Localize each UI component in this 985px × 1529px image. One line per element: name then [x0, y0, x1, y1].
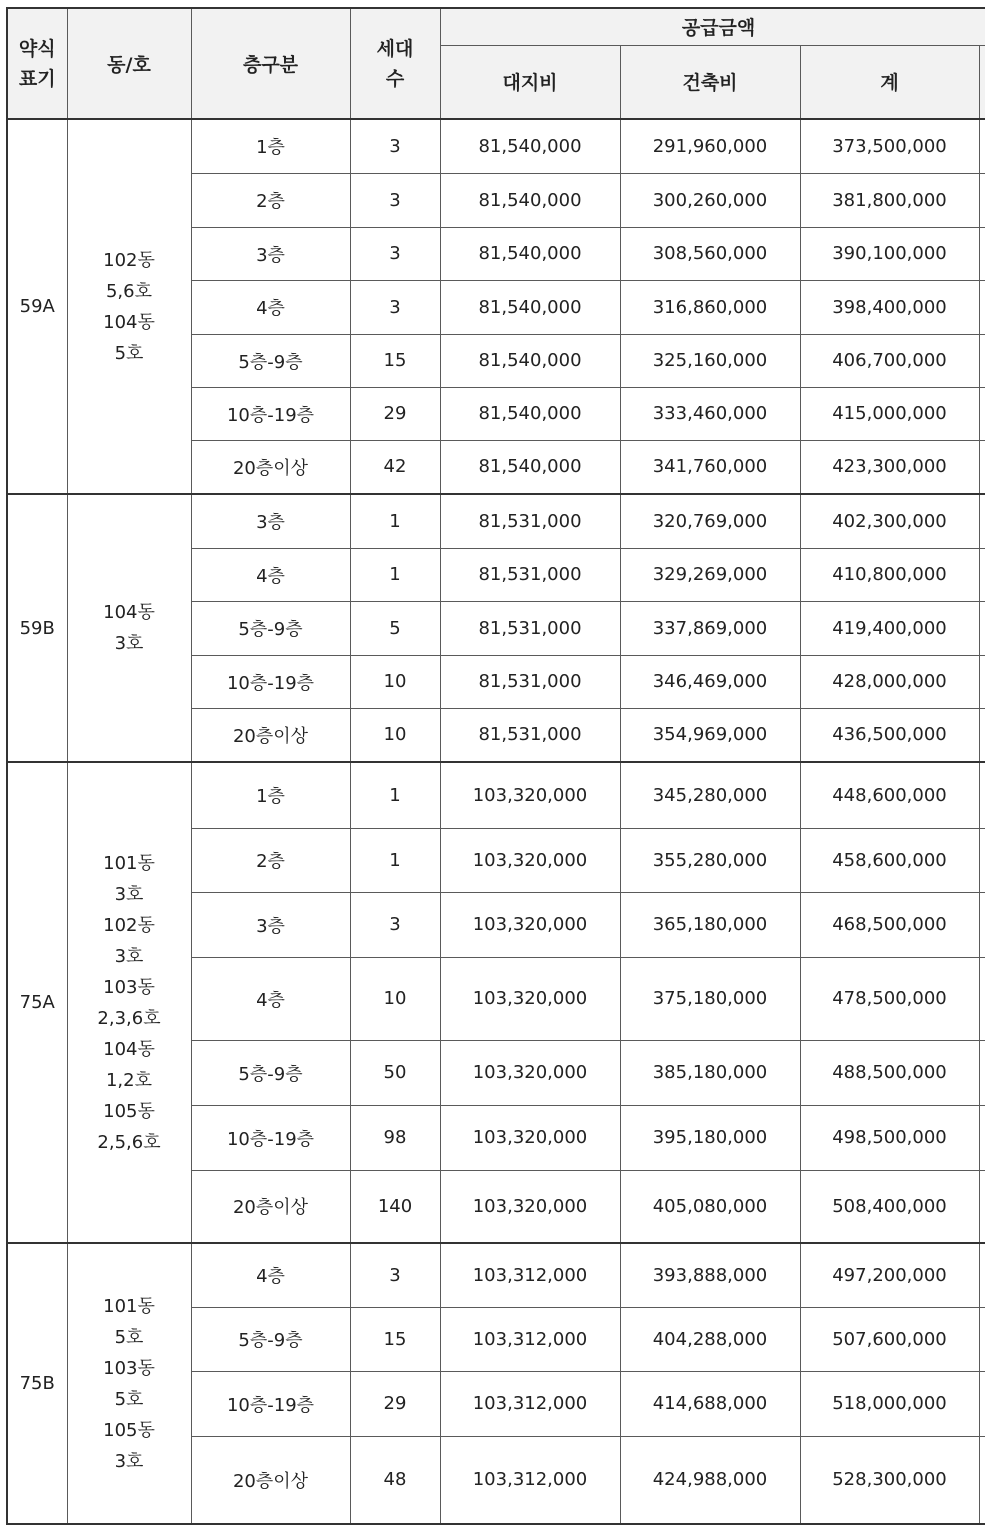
extra-cell	[979, 440, 985, 494]
total-cell: 398,400,000	[800, 280, 979, 334]
units-cell: 3	[350, 280, 440, 334]
dong-line: 1,2호	[105, 1069, 152, 1091]
dong-cell	[67, 494, 191, 762]
total-cell: 390,100,000	[800, 227, 979, 280]
build-cell: 404,288,000	[620, 1307, 800, 1371]
floor-cell: 5층-9층	[191, 601, 350, 655]
total-cell: 428,000,000	[800, 655, 979, 708]
land-cell: 81,531,000	[440, 494, 620, 548]
floor-cell: 1층	[191, 119, 350, 173]
dong-line: 5호	[114, 1326, 144, 1348]
units-cell: 3	[350, 173, 440, 227]
header-total: 계	[800, 45, 979, 119]
extra-cell	[979, 1170, 985, 1243]
units-cell: 15	[350, 1307, 440, 1371]
extra-cell	[979, 708, 985, 762]
dong-line: 105동	[103, 1100, 155, 1122]
group-59b	[7, 494, 985, 762]
group-75b	[7, 1243, 985, 1524]
dong-line: 5호	[114, 342, 144, 364]
total-cell: 508,400,000	[800, 1170, 979, 1243]
floor-cell: 4층	[191, 1243, 350, 1307]
units-cell: 50	[350, 1040, 440, 1105]
extra-cell	[979, 1105, 985, 1170]
dong-cell	[67, 762, 191, 1243]
header-units: 세대 수	[350, 8, 440, 119]
dong-line: 101동	[103, 852, 155, 874]
build-cell: 316,860,000	[620, 280, 800, 334]
header-supply: 공급금액	[440, 8, 985, 45]
extra-cell	[979, 119, 985, 173]
land-cell: 81,531,000	[440, 708, 620, 762]
land-cell: 81,540,000	[440, 280, 620, 334]
header-dong: 동/호	[67, 8, 191, 119]
total-cell: 436,500,000	[800, 708, 979, 762]
extra-cell	[979, 1243, 985, 1307]
land-cell: 81,531,000	[440, 655, 620, 708]
land-cell: 103,320,000	[440, 1105, 620, 1170]
floor-cell: 20층이상	[191, 440, 350, 494]
total-cell: 488,500,000	[800, 1040, 979, 1105]
land-cell: 103,312,000	[440, 1436, 620, 1524]
total-cell: 381,800,000	[800, 173, 979, 227]
floor-cell: 4층	[191, 957, 350, 1040]
total-cell: 448,600,000	[800, 762, 979, 828]
type-cell: 75B	[7, 1243, 67, 1524]
floor-cell: 5층-9층	[191, 334, 350, 387]
build-cell: 395,180,000	[620, 1105, 800, 1170]
table-row	[7, 119, 985, 173]
total-cell: 415,000,000	[800, 387, 979, 440]
floor-cell: 3층	[191, 892, 350, 957]
land-cell: 81,540,000	[440, 334, 620, 387]
extra-cell	[979, 892, 985, 957]
dong-line: 103동	[103, 1357, 155, 1379]
units-cell: 5	[350, 601, 440, 655]
floor-cell: 10층-19층	[191, 1371, 350, 1436]
dong-line: 102동	[103, 249, 155, 271]
floor-cell: 3층	[191, 227, 350, 280]
build-cell: 405,080,000	[620, 1170, 800, 1243]
units-cell: 3	[350, 892, 440, 957]
floor-cell: 20층이상	[191, 1170, 350, 1243]
floor-cell: 5층-9층	[191, 1307, 350, 1371]
units-cell: 3	[350, 119, 440, 173]
table-row	[7, 1243, 985, 1307]
extra-cell	[979, 280, 985, 334]
floor-cell: 10층-19층	[191, 1105, 350, 1170]
dong-line: 105동	[103, 1419, 155, 1441]
units-cell: 3	[350, 1243, 440, 1307]
units-cell: 140	[350, 1170, 440, 1243]
floor-cell: 10층-19층	[191, 655, 350, 708]
dong-line: 3호	[114, 945, 144, 967]
build-cell: 325,160,000	[620, 334, 800, 387]
dong-line: 104동	[103, 1038, 155, 1060]
build-cell: 300,260,000	[620, 173, 800, 227]
extra-cell	[979, 957, 985, 1040]
build-cell: 329,269,000	[620, 548, 800, 601]
units-cell: 42	[350, 440, 440, 494]
dong-line: 3호	[114, 883, 144, 905]
land-cell: 103,312,000	[440, 1307, 620, 1371]
units-cell: 98	[350, 1105, 440, 1170]
total-cell: 402,300,000	[800, 494, 979, 548]
units-cell: 1	[350, 828, 440, 892]
dong-line: 3호	[114, 1450, 144, 1472]
floor-cell: 20층이상	[191, 708, 350, 762]
total-cell: 507,600,000	[800, 1307, 979, 1371]
dong-line: 103동	[103, 976, 155, 998]
units-cell: 1	[350, 548, 440, 601]
dong-line: 2,3,6호	[97, 1007, 161, 1029]
build-cell: 341,760,000	[620, 440, 800, 494]
floor-cell: 3층	[191, 494, 350, 548]
extra-cell	[979, 494, 985, 548]
units-cell: 29	[350, 1371, 440, 1436]
group-59a	[7, 119, 985, 494]
land-cell: 103,320,000	[440, 762, 620, 828]
units-cell: 10	[350, 957, 440, 1040]
build-cell: 320,769,000	[620, 494, 800, 548]
dong-line: 5,6호	[105, 280, 152, 302]
extra-cell	[979, 334, 985, 387]
extra-cell	[979, 1040, 985, 1105]
dong-cell	[67, 119, 191, 494]
total-cell: 518,000,000	[800, 1371, 979, 1436]
build-cell: 346,469,000	[620, 655, 800, 708]
extra-cell	[979, 227, 985, 280]
dong-line: 2,5,6호	[97, 1131, 161, 1153]
dong-line: 3호	[114, 633, 144, 654]
land-cell: 103,320,000	[440, 1170, 620, 1243]
units-cell: 10	[350, 708, 440, 762]
build-cell: 393,888,000	[620, 1243, 800, 1307]
extra-cell	[979, 828, 985, 892]
land-cell: 81,540,000	[440, 227, 620, 280]
header-type: 약식 표기	[7, 8, 67, 119]
land-cell: 103,312,000	[440, 1371, 620, 1436]
land-cell: 103,320,000	[440, 957, 620, 1040]
units-cell: 10	[350, 655, 440, 708]
total-cell: 458,600,000	[800, 828, 979, 892]
dong-cell	[67, 1243, 191, 1524]
total-cell: 528,300,000	[800, 1436, 979, 1524]
units-cell: 48	[350, 1436, 440, 1524]
total-cell: 478,500,000	[800, 957, 979, 1040]
build-cell: 354,969,000	[620, 708, 800, 762]
land-cell: 81,540,000	[440, 440, 620, 494]
build-cell: 424,988,000	[620, 1436, 800, 1524]
build-cell: 375,180,000	[620, 957, 800, 1040]
build-cell: 333,460,000	[620, 387, 800, 440]
extra-cell	[979, 655, 985, 708]
total-cell: 498,500,000	[800, 1105, 979, 1170]
units-cell: 15	[350, 334, 440, 387]
total-cell: 410,800,000	[800, 548, 979, 601]
supply-price-table	[6, 7, 985, 1525]
dong-line: 102동	[103, 914, 155, 936]
extra-cell	[979, 387, 985, 440]
floor-cell: 20층이상	[191, 1436, 350, 1524]
total-cell: 497,200,000	[800, 1243, 979, 1307]
floor-cell: 5층-9층	[191, 1040, 350, 1105]
table-row	[7, 494, 985, 548]
floor-cell: 2층	[191, 173, 350, 227]
extra-cell	[979, 762, 985, 828]
land-cell: 81,540,000	[440, 119, 620, 173]
table-header	[7, 8, 985, 119]
land-cell: 81,531,000	[440, 601, 620, 655]
total-cell: 373,500,000	[800, 119, 979, 173]
build-cell: 414,688,000	[620, 1371, 800, 1436]
land-cell: 81,540,000	[440, 387, 620, 440]
extra-cell	[979, 601, 985, 655]
floor-cell: 1층	[191, 762, 350, 828]
land-cell: 103,320,000	[440, 828, 620, 892]
units-cell: 1	[350, 762, 440, 828]
units-cell: 3	[350, 227, 440, 280]
dong-line: 101동	[103, 1295, 155, 1317]
land-cell: 103,312,000	[440, 1243, 620, 1307]
header-extra	[979, 45, 985, 119]
group-75a	[7, 762, 985, 1243]
header-land: 대지비	[440, 45, 620, 119]
units-cell: 1	[350, 494, 440, 548]
total-cell: 423,300,000	[800, 440, 979, 494]
extra-cell	[979, 173, 985, 227]
land-cell: 103,320,000	[440, 892, 620, 957]
extra-cell	[979, 1371, 985, 1436]
extra-cell	[979, 1307, 985, 1371]
build-cell: 308,560,000	[620, 227, 800, 280]
type-cell: 75A	[7, 762, 67, 1243]
table-row	[7, 762, 985, 828]
dong-line: 5호	[114, 1388, 144, 1410]
land-cell: 81,531,000	[440, 548, 620, 601]
floor-cell: 4층	[191, 548, 350, 601]
floor-cell: 2층	[191, 828, 350, 892]
extra-cell	[979, 1436, 985, 1524]
build-cell: 345,280,000	[620, 762, 800, 828]
total-cell: 406,700,000	[800, 334, 979, 387]
extra-cell	[979, 548, 985, 601]
floor-cell: 10층-19층	[191, 387, 350, 440]
build-cell: 365,180,000	[620, 892, 800, 957]
build-cell: 385,180,000	[620, 1040, 800, 1105]
units-cell: 29	[350, 387, 440, 440]
header-floor: 층구분	[191, 8, 350, 119]
dong-line: 104동	[103, 311, 155, 333]
land-cell: 81,540,000	[440, 173, 620, 227]
type-cell: 59B	[7, 494, 67, 762]
total-cell: 468,500,000	[800, 892, 979, 957]
total-cell: 419,400,000	[800, 601, 979, 655]
build-cell: 291,960,000	[620, 119, 800, 173]
type-cell: 59A	[7, 119, 67, 494]
floor-cell: 4층	[191, 280, 350, 334]
land-cell: 103,320,000	[440, 1040, 620, 1105]
dong-line: 104동	[103, 602, 155, 623]
build-cell: 337,869,000	[620, 601, 800, 655]
header-build: 건축비	[620, 45, 800, 119]
build-cell: 355,280,000	[620, 828, 800, 892]
